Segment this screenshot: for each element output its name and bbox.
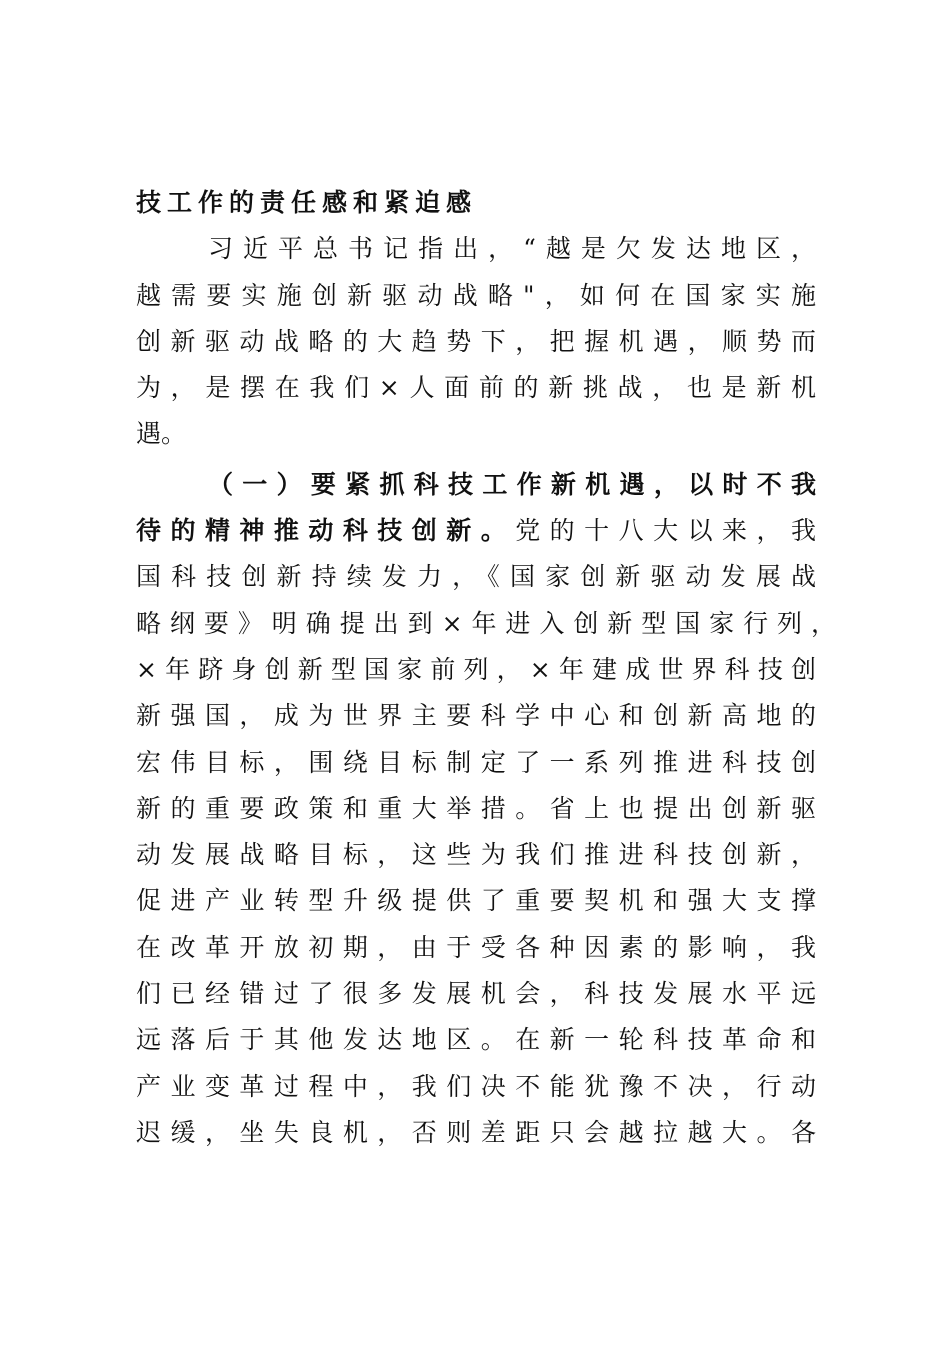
paragraph-2-line-6-highlight: 高: [722, 701, 757, 731]
paragraph-2-line-6-tail: 地的: [756, 701, 816, 731]
paragraph-2-line-4: 略纲要》明确提出到×年进入创新型国家行列，: [136, 608, 836, 638]
section-heading-continuation: 技工作的责任感和紧迫感: [136, 188, 478, 217]
paragraph-2-line-5: ×年跻身创新型国家前列，×年建成世界科技创: [136, 654, 816, 684]
paragraph-2-line-9: 动发展战略目标，这些为我们推进科技创新，: [136, 840, 816, 870]
paragraph-2-line-3: 国科技创新持续发力，《国家创新驱动发展战: [136, 562, 816, 592]
paragraph-1-line-3: 创新驱动战略的大趋势下，把握机遇，顺势而: [136, 326, 816, 356]
paragraph-2-line-6-text: 新强国，成为世界主要科学中心和创新: [136, 701, 723, 731]
paragraph-2-line-13: 远落后于其他发达地区。在新一轮科技革命和: [136, 1025, 816, 1055]
subsection-heading-line-1: （一）要紧抓科技工作新机遇，以时不我: [208, 469, 816, 499]
document-body: [136, 180, 836, 1156]
paragraph-2-line-8: 新的重要政策和重大举措。省上也提出创新驱: [136, 793, 816, 823]
paragraph-2-line-15: 迟缓，坐失良机，否则差距只会越拉越大。各: [136, 1117, 816, 1147]
paragraph-1-line-5: 遇。: [136, 419, 187, 449]
subsection-heading-line-2: 待的精神推动科技创新。: [136, 516, 516, 546]
paragraph-1-line-1: 习近平总书记指出，“越是欠发达地区，: [208, 234, 816, 264]
paragraph-1-line-4: 为，是摆在我们×人面前的新挑战，也是新机: [136, 373, 816, 403]
paragraph-2-line-6: [136, 693, 816, 739]
paragraph-2-line-12: 们已经错过了很多发展机会，科技发展水平远: [136, 979, 816, 1009]
paragraph-2-line-2: [136, 508, 816, 554]
paragraph-2-line-10: 促进产业转型升级提供了重要契机和强大支撑: [136, 886, 816, 916]
paragraph-2-line-7: 宏伟目标，围绕目标制定了一系列推进科技创: [136, 747, 816, 777]
paragraph-1-line-2: 越需要实施创新驱动战略"，如何在国家实施: [136, 280, 816, 310]
paragraph-2-line-14: 产业变革过程中，我们决不能犹豫不决，行动: [136, 1071, 816, 1101]
paragraph-2-line-2-rest: 党的十八大以来，我: [515, 516, 816, 546]
paragraph-2-line-11: 在改革开放初期，由于受各种因素的影响，我: [136, 932, 816, 962]
